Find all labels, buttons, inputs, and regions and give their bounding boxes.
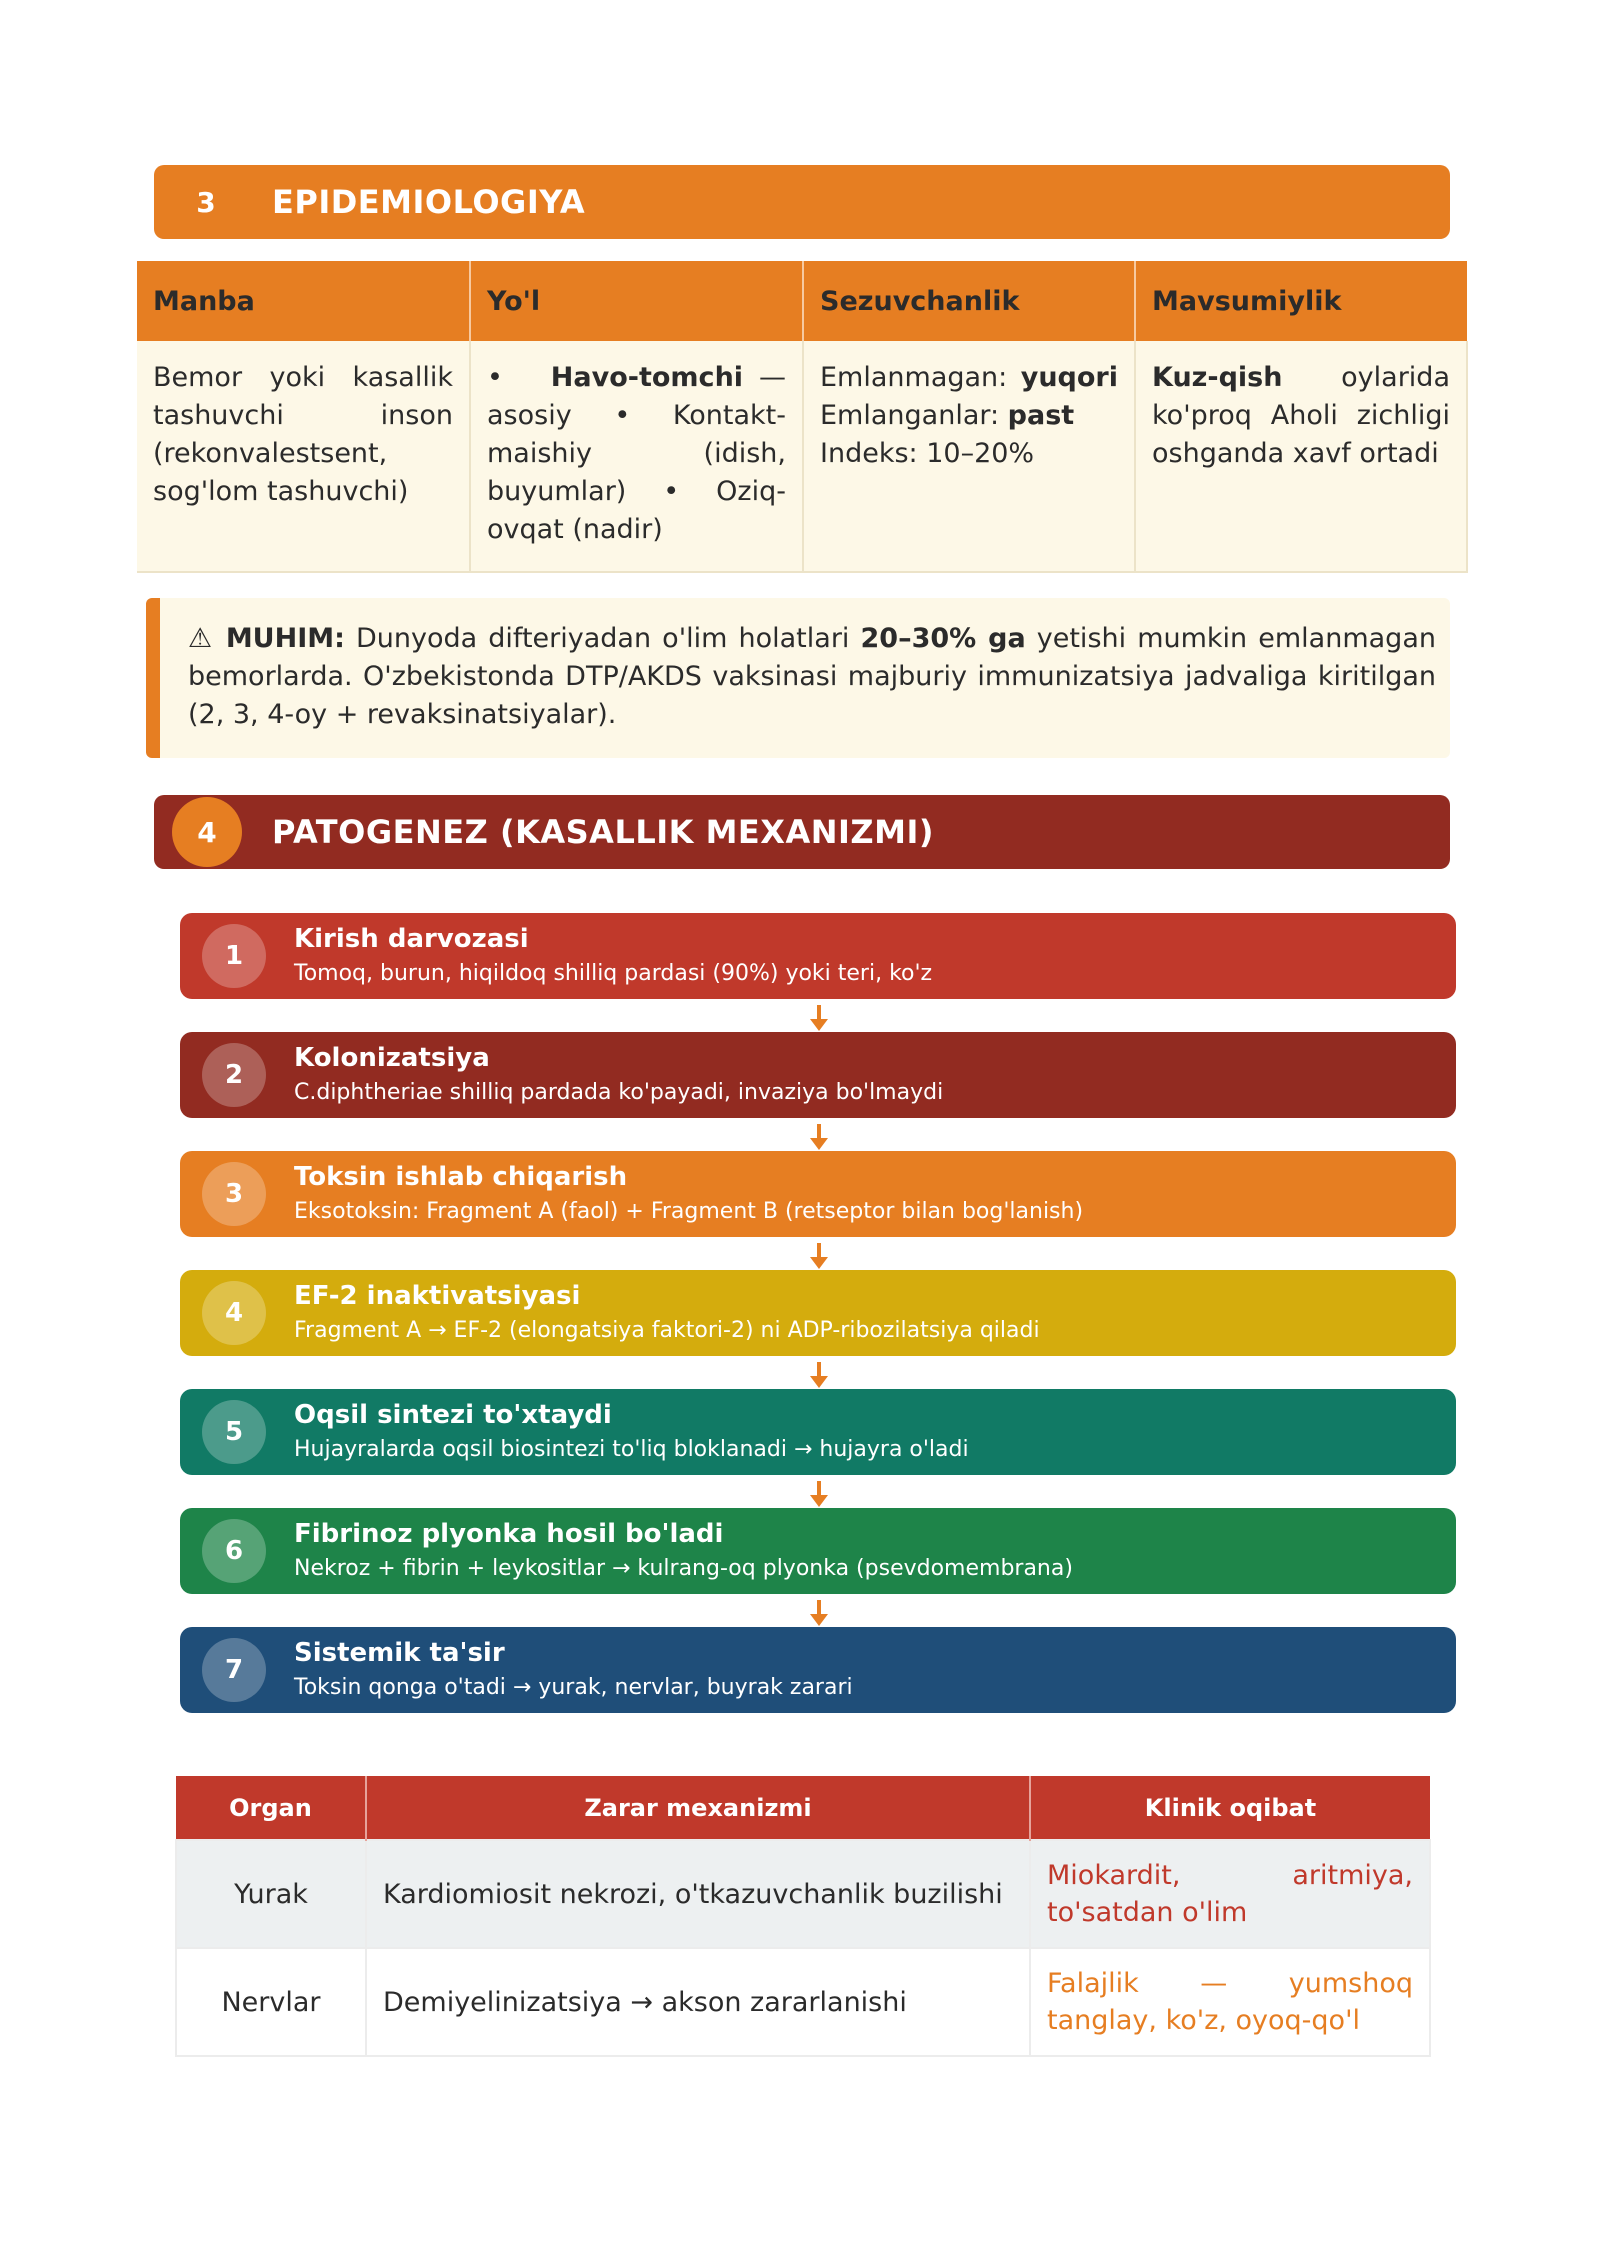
step-text bbox=[294, 1399, 969, 1465]
pathogenesis-step bbox=[180, 1270, 1456, 1356]
cell-susceptibility bbox=[803, 341, 1135, 572]
cell-season bbox=[1135, 341, 1467, 572]
table-row bbox=[176, 1840, 1430, 1948]
pathogenesis-step bbox=[180, 1508, 1456, 1594]
step-text bbox=[294, 923, 932, 989]
unvaccinated-label: Emlanmagan: bbox=[820, 362, 1021, 393]
pathogenesis-step bbox=[180, 1032, 1456, 1118]
step-title: Kirish darvozasi bbox=[294, 924, 529, 954]
note-text-2: yetishi mumkin emlanmagan bemorlarda. O'zbekistonda DTP/AKDS vaksinasi majburiy immunizatsiya jadvaliga kiritilgan (2, 3, 4-oy + revaksinatsiyalar). bbox=[188, 623, 1436, 730]
step-description: C.diphtheriae shilliq pardada ko'payadi, invaziya bo'lmaydi bbox=[294, 1080, 944, 1105]
section-number: 4 bbox=[172, 797, 242, 867]
step-description: Eksotoksin: Fragment A (faol) + Fragment B (retseptor bilan bog'lanish) bbox=[294, 1199, 1084, 1224]
step-title: Toksin ishlab chiqarish bbox=[294, 1162, 628, 1192]
step-description: Fragment A → EF-2 (elongatsiya faktori-2) ni ADP-ribozilatsiya qiladi bbox=[294, 1318, 1040, 1343]
step-text bbox=[294, 1518, 1073, 1584]
note-label: MUHIM: bbox=[225, 623, 345, 654]
step-text bbox=[294, 1042, 943, 1108]
cell-organ: Nervlar bbox=[176, 1948, 366, 2056]
section-header-epidemiology bbox=[154, 165, 1450, 239]
cell-outcome: Miokardit, aritmiya, to'satdan o'lim bbox=[1030, 1840, 1430, 1948]
bullet: • bbox=[614, 400, 631, 431]
step-text bbox=[294, 1637, 853, 1703]
epidemiology-table bbox=[137, 261, 1468, 573]
column-header-mechanism: Zarar mexanizmi bbox=[366, 1776, 1030, 1840]
arrow-down-icon bbox=[812, 1600, 826, 1628]
section-number: 3 bbox=[196, 185, 216, 219]
column-header-susceptibility: Sezuvchanlik bbox=[803, 261, 1135, 341]
step-title: EF-2 inaktivatsiyasi bbox=[294, 1281, 581, 1311]
step-number: 3 bbox=[202, 1162, 266, 1226]
step-number: 2 bbox=[202, 1043, 266, 1107]
step-text bbox=[294, 1280, 1040, 1346]
arrow-down-icon bbox=[812, 1005, 826, 1033]
pathogenesis-step bbox=[180, 1627, 1456, 1713]
unvaccinated-value: yuqori bbox=[1020, 362, 1118, 393]
cell-outcome: Falajlik — yumshoq tanglay, ko'z, oyoq-qo'l bbox=[1030, 1948, 1430, 2056]
step-number: 4 bbox=[202, 1281, 266, 1345]
column-header-organ: Organ bbox=[176, 1776, 366, 1840]
section-title: EPIDEMIOLOGIYA bbox=[272, 183, 586, 221]
column-header-route: Yo'l bbox=[470, 261, 803, 341]
step-text bbox=[294, 1161, 1083, 1227]
pathogenesis-step bbox=[180, 1389, 1456, 1475]
table-row bbox=[137, 341, 1467, 572]
step-title: Kolonizatsiya bbox=[294, 1043, 490, 1073]
cell-organ: Yurak bbox=[176, 1840, 366, 1948]
cell-route bbox=[470, 341, 803, 572]
column-header-outcome: Klinik oqibat bbox=[1030, 1776, 1430, 1840]
step-number: 5 bbox=[202, 1400, 266, 1464]
step-description: Tomoq, burun, hiqildoq shilliq pardasi (90%) yoki teri, ko'z bbox=[294, 961, 933, 986]
arrow-down-icon bbox=[812, 1243, 826, 1271]
column-header-source: Manba bbox=[137, 261, 470, 341]
step-number: 6 bbox=[202, 1519, 266, 1583]
step-title: Sistemik ta'sir bbox=[294, 1638, 505, 1668]
arrow-down-icon bbox=[812, 1481, 826, 1509]
vaccinated-value: past bbox=[1007, 400, 1075, 431]
season-bold: Kuz-qish bbox=[1152, 362, 1283, 393]
cell-mechanism: Kardiomiosit nekrozi, o'tkazuvchanlik buzilishi bbox=[366, 1840, 1030, 1948]
warning-icon: ⚠ bbox=[188, 623, 215, 654]
vaccinated-label: Emlanganlar: bbox=[820, 400, 1008, 431]
pathogenesis-step bbox=[180, 1151, 1456, 1237]
cell-mechanism: Demiyelinizatsiya → akson zararlanishi bbox=[366, 1948, 1030, 2056]
step-description: Hujayralarda oqsil biosintezi to'liq bloklanadi → hujayra o'ladi bbox=[294, 1437, 969, 1462]
note-text-1: Dunyoda difteriyadan o'lim holatlari bbox=[344, 623, 861, 654]
arrow-down-icon bbox=[812, 1124, 826, 1152]
route-airborne-note: — asosiy bbox=[487, 362, 786, 431]
bullet: • bbox=[663, 476, 680, 507]
route-contact: Kontakt-maishiy (idish, buyumlar) bbox=[487, 400, 786, 507]
step-description: Toksin qonga o'tadi → yurak, nervlar, buyrak zarari bbox=[294, 1675, 853, 1700]
index-value: Indeks: 10–20% bbox=[820, 438, 1035, 469]
section-title: PATOGENEZ (KASALLIK MEXANIZMI) bbox=[272, 813, 934, 851]
step-title: Fibrinoz plyonka hosil bo'ladi bbox=[294, 1519, 724, 1549]
step-description: Nekroz + fibrin + leykositlar → kulrang-oq plyonka (psevdomembrana) bbox=[294, 1556, 1073, 1581]
season-text: oylarida ko'proq Aholi zichligi oshganda xavf ortadi bbox=[1152, 362, 1450, 469]
bullet: • bbox=[487, 362, 503, 393]
step-title: Oqsil sintezi to'xtaydi bbox=[294, 1400, 612, 1430]
column-header-season: Mavsumiylik bbox=[1135, 261, 1467, 341]
section-header-pathogenesis bbox=[154, 795, 1450, 869]
arrow-down-icon bbox=[812, 1362, 826, 1390]
organ-damage-table bbox=[175, 1776, 1431, 2057]
table-row bbox=[176, 1948, 1430, 2056]
step-number: 7 bbox=[202, 1638, 266, 1702]
note-bold: 20–30% ga bbox=[860, 623, 1026, 654]
important-note bbox=[146, 598, 1450, 758]
step-number: 1 bbox=[202, 924, 266, 988]
pathogenesis-step bbox=[180, 913, 1456, 999]
route-food: Oziq-ovqat (nadir) bbox=[487, 476, 786, 545]
cell-source: Bemor yoki kasallik tashuvchi inson (rekonvalestsent, sog'lom tashuvchi) bbox=[137, 341, 470, 572]
route-airborne: Havo-tomchi bbox=[550, 362, 744, 393]
